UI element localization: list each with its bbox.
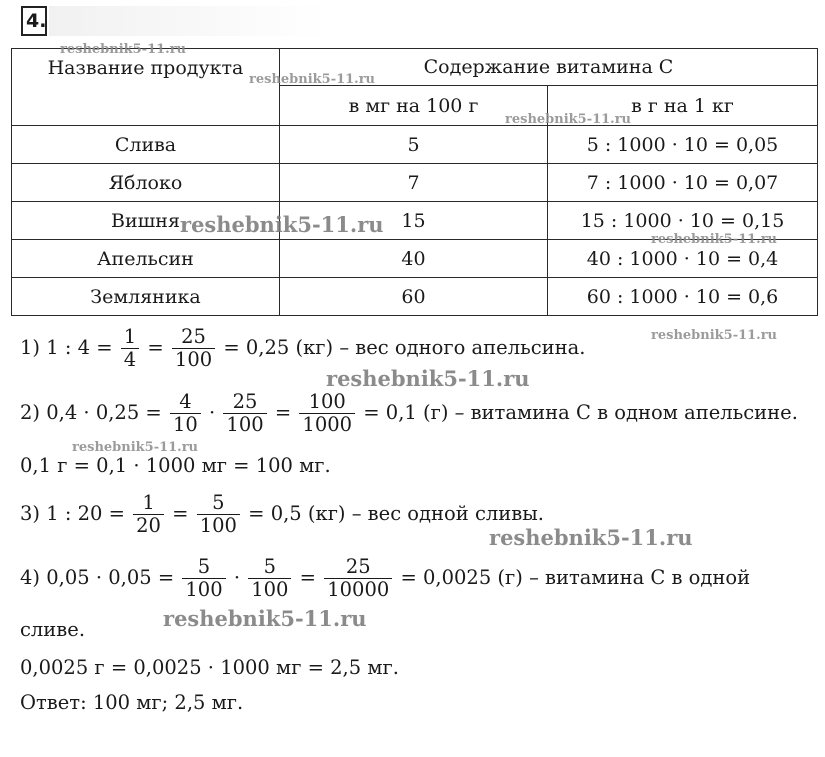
solution-step-4 (20, 556, 750, 601)
step-text: 1) 1 : 4 = (20, 336, 113, 359)
table-row (12, 278, 818, 316)
watermark: reshebnik5-11.ru (505, 112, 632, 127)
numerator: 5 (248, 556, 291, 579)
solution-step-2-conversion: 0,1 г = 0,1 · 1000 мг = 100 мг. (20, 454, 331, 477)
solution-step-4-continued: сливе. (20, 618, 86, 641)
numerator: 5 (197, 492, 240, 515)
watermark: reshebnik5-11.ru (651, 232, 778, 247)
g-cell: 5 : 1000 · 10 = 0,05 (548, 126, 818, 164)
watermark: reshebnik5-11.ru (180, 212, 384, 237)
step-text: = (172, 502, 189, 525)
step-text: 2) 0,4 · 0,25 = (20, 401, 162, 424)
denominator: 100 (185, 578, 223, 601)
step-text: = 0,5 (кг) – вес одной сливы. (248, 502, 544, 525)
fraction (223, 391, 266, 436)
task-title-placeholder (49, 6, 329, 36)
watermark: reshebnik5-11.ru (651, 328, 778, 343)
watermark: reshebnik5-11.ru (72, 440, 199, 455)
fraction (248, 556, 291, 601)
g-cell: 40 : 1000 · 10 = 0,4 (548, 240, 818, 278)
step-text: 3) 1 : 20 = (20, 502, 125, 525)
fraction (299, 391, 355, 436)
product-cell: Яблоко (12, 164, 280, 202)
watermark: reshebnik5-11.ru (489, 525, 693, 550)
denominator: 100 (199, 514, 237, 537)
numerator: 1 (133, 492, 164, 515)
mg-cell: 5 (280, 126, 548, 164)
header-product-name: Название продукта (12, 49, 280, 126)
product-cell: Вишня (12, 202, 280, 240)
solution-step-2 (20, 391, 798, 436)
g-cell: 60 : 1000 · 10 = 0,6 (548, 278, 818, 316)
numerator: 25 (223, 391, 266, 414)
numerator: 25 (172, 326, 215, 349)
step-text: = 0,0025 (г) – витамина С в одной (400, 566, 751, 589)
fraction (182, 556, 225, 601)
table-row (12, 164, 818, 202)
answer-line: Ответ: 100 мг; 2,5 мг. (20, 691, 244, 714)
denominator: 10000 (327, 578, 390, 601)
table-row (12, 126, 818, 164)
solution-step-4-conversion: 0,0025 г = 0,0025 · 1000 мг = 2,5 мг. (20, 656, 399, 679)
denominator: 1000 (302, 413, 353, 436)
step-text: · (209, 401, 216, 424)
denominator: 10 (172, 413, 198, 436)
denominator: 100 (251, 578, 289, 601)
numerator: 5 (182, 556, 225, 579)
g-cell: 7 : 1000 · 10 = 0,07 (548, 164, 818, 202)
g-cell: 15 : 1000 · 10 = 0,15 (548, 202, 818, 240)
solution-step-1 (20, 326, 585, 371)
mg-cell: 7 (280, 164, 548, 202)
product-cell: Земляника (12, 278, 280, 316)
subheader-mg: в мг на 100 г (280, 86, 548, 126)
mg-cell: 15 (280, 202, 548, 240)
task-number: 4. (21, 6, 47, 36)
product-cell: Слива (12, 126, 280, 164)
watermark: reshebnik5-11.ru (60, 42, 187, 57)
step-text: = 0,25 (кг) – вес одного апельсина. (223, 336, 586, 359)
vitamin-table (11, 48, 818, 316)
fraction (170, 391, 201, 436)
numerator: 1 (121, 326, 139, 349)
subheader-g: в г на 1 кг (548, 86, 818, 126)
watermark: reshebnik5-11.ru (326, 366, 530, 391)
solution-step-3 (20, 492, 544, 537)
header-vitamin-content: Содержание витамина С (280, 49, 818, 86)
step-text: 4) 0,05 · 0,05 = (20, 566, 175, 589)
fraction (172, 326, 215, 371)
fraction (133, 492, 164, 537)
step-text: · (233, 566, 241, 589)
fraction (324, 556, 392, 601)
numerator: 100 (299, 391, 355, 414)
numerator: 25 (324, 556, 392, 579)
fraction (121, 326, 139, 371)
watermark: reshebnik5-11.ru (249, 72, 376, 87)
denominator: 4 (123, 348, 137, 371)
numerator: 4 (170, 391, 201, 414)
denominator: 100 (226, 413, 264, 436)
step-text: = 0,1 (г) – витамина С в одном апельсине. (363, 401, 798, 424)
mg-cell: 60 (280, 278, 548, 316)
denominator: 100 (174, 348, 213, 371)
denominator: 20 (136, 514, 161, 537)
fraction (197, 492, 240, 537)
product-cell: Апельсин (12, 240, 280, 278)
watermark: reshebnik5-11.ru (163, 606, 367, 631)
mg-cell: 40 (280, 240, 548, 278)
step-text: = (147, 336, 164, 359)
step-text: = (299, 566, 317, 589)
step-text: = (274, 401, 292, 424)
